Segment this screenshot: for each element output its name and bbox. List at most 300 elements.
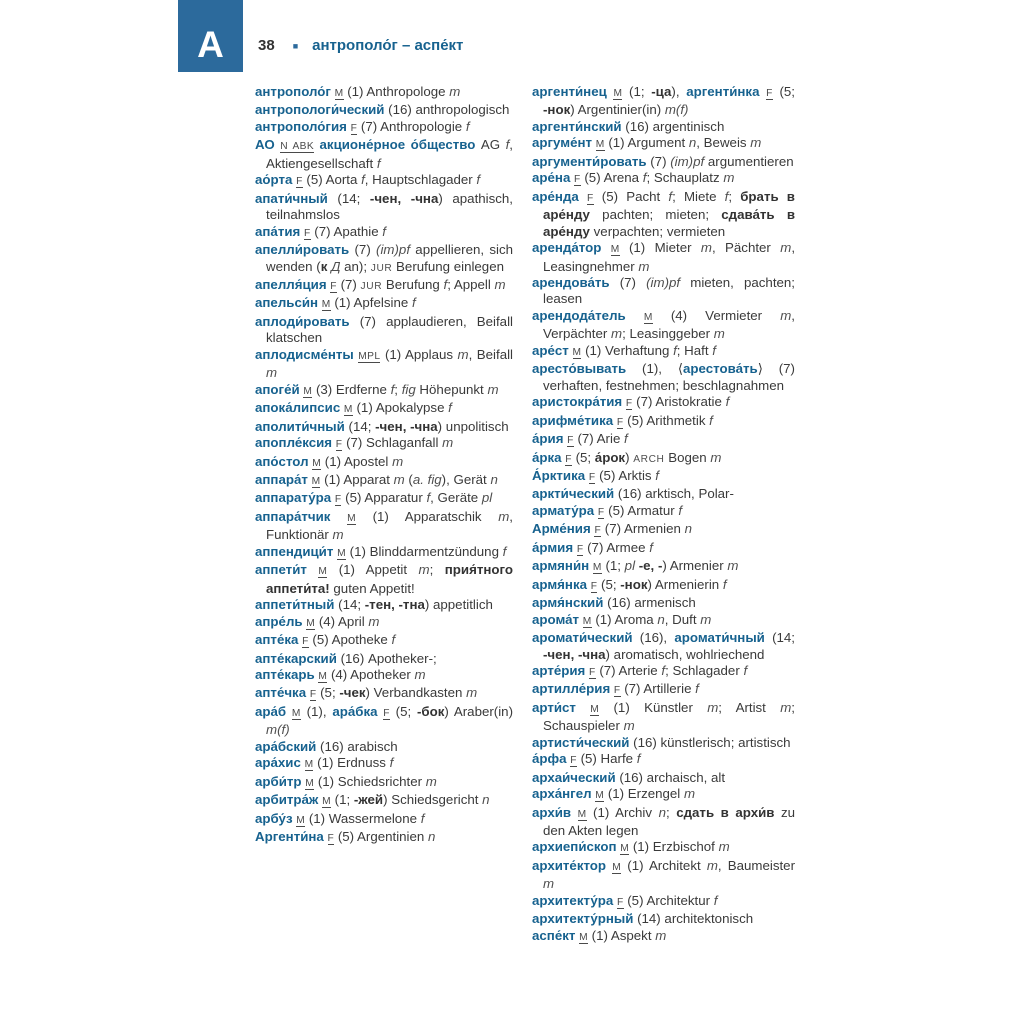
entry-text: , Aktiengesellschaft xyxy=(266,137,513,171)
entry-text: (7) Apathie xyxy=(310,223,383,239)
entry-text: M xyxy=(590,703,600,715)
dictionary-entry xyxy=(532,540,795,558)
dictionary-entry xyxy=(532,394,795,412)
entry-text: M xyxy=(595,790,605,802)
dictionary-entry xyxy=(532,170,795,188)
entry-headword: а́рия xyxy=(532,431,568,447)
entry-headword: аромати́чный xyxy=(674,630,773,646)
entry-text: M xyxy=(612,861,622,873)
entry-text: (14; xyxy=(337,190,370,206)
dictionary-entry xyxy=(255,119,513,137)
dictionary-entry xyxy=(255,435,513,453)
entry-text: ) Armenier xyxy=(662,558,728,574)
entry-headword: арби́тр xyxy=(255,773,306,789)
entry-text: m xyxy=(707,699,719,715)
dictionary-entry xyxy=(532,135,795,153)
entry-text: , Duft xyxy=(664,611,701,627)
entry-text: (1) Apparatschik xyxy=(355,508,499,524)
entry-text: M xyxy=(304,759,314,771)
entry-text: M xyxy=(303,385,313,397)
entry-text: F xyxy=(616,896,624,908)
entry-text: (im)pf xyxy=(646,274,681,290)
entry-text: Höhepunkt xyxy=(415,381,488,397)
entry-text: , Pächter xyxy=(711,240,781,256)
dictionary-entry xyxy=(532,431,795,449)
entry-headword: аспе́кт xyxy=(532,927,580,943)
entry-text: verpachten; vermieten xyxy=(589,223,726,239)
dictionary-entry xyxy=(532,663,795,681)
entry-text: ), Gerät xyxy=(441,471,491,487)
entry-text: (5) Architektur xyxy=(623,892,714,908)
right-column xyxy=(532,84,795,946)
entry-text: n xyxy=(657,611,665,627)
entry-text: M xyxy=(595,139,605,151)
entry-text: (7) Schlaganfall xyxy=(342,435,443,451)
page-header xyxy=(258,37,463,54)
dictionary-entry xyxy=(255,811,513,829)
entry-text: M xyxy=(347,512,356,524)
entry-text: m xyxy=(780,307,792,323)
entry-text: ; Schauplatz xyxy=(646,170,724,186)
entry-text: F xyxy=(327,833,335,845)
entry-headword: архите́ктор xyxy=(532,857,613,873)
dictionary-entry xyxy=(532,119,795,135)
entry-text: (4) April xyxy=(315,613,369,629)
entry-text: JUR xyxy=(360,280,383,292)
entry-headword: арха́нгел xyxy=(532,786,596,802)
entry-text: (7) xyxy=(650,153,671,169)
entry-headword: апока́липсис xyxy=(255,400,344,416)
entry-text: m xyxy=(543,876,555,892)
entry-headword: артисти́ческий xyxy=(532,734,634,750)
entry-headword: ара́бский xyxy=(255,738,321,754)
entry-text: (5; xyxy=(597,576,621,592)
entry-headword: архитекту́ра xyxy=(532,892,617,908)
entry-text: f xyxy=(678,502,683,518)
entry-headword: армату́ра xyxy=(532,502,598,518)
entry-text: , Baumeister xyxy=(717,857,796,873)
dictionary-entry xyxy=(532,911,795,927)
dictionary-entry xyxy=(255,597,513,613)
entry-headword: архиепи́скоп xyxy=(532,839,621,855)
entry-text: (1; xyxy=(622,84,652,99)
entry-headword: аркти́ческий xyxy=(532,486,618,502)
entry-text: F xyxy=(567,435,574,447)
dictionary-entry xyxy=(255,632,513,650)
entry-text: (im)pf xyxy=(376,242,411,258)
dictionary-entry xyxy=(532,858,795,893)
entry-text: f xyxy=(636,751,641,767)
entry-text: , Beifall xyxy=(468,346,514,362)
dictionary-entry xyxy=(532,486,795,502)
entry-text: ; xyxy=(394,381,402,397)
dictionary-entry xyxy=(255,509,513,544)
entry-headword: аргенти́нец xyxy=(532,84,614,99)
guide-words: антрополо́г – аспе́кт xyxy=(312,37,464,54)
entry-text: m xyxy=(780,240,792,256)
entry-text: (1) Blinddarmentzündung xyxy=(345,543,503,559)
dictionary-entry xyxy=(255,419,513,435)
entry-text: m xyxy=(683,786,696,802)
entry-headword: аресто́вывать xyxy=(532,361,643,377)
entry-headword: ара́бка xyxy=(332,703,384,719)
entry-text: (5) Arena xyxy=(580,170,643,186)
entry-text: ) appetitlich xyxy=(424,597,493,613)
entry-text: (14; xyxy=(772,630,795,646)
entry-headword: арти́ст xyxy=(532,699,591,715)
entry-text: f xyxy=(476,172,481,188)
dictionary-entry xyxy=(255,829,513,847)
entry-text: m xyxy=(368,613,380,629)
entry-headword: ара́б xyxy=(255,703,292,719)
entry-headword: апре́ль xyxy=(255,613,307,629)
entry-text: f xyxy=(376,155,381,171)
entry-text: f xyxy=(389,755,394,771)
entry-text: (16) künstlerisch; artistisch xyxy=(633,734,791,750)
entry-headword: арома́т xyxy=(532,611,583,627)
entry-text: ) Argentinier(in) xyxy=(570,102,665,118)
entry-text: f xyxy=(709,412,713,428)
entry-text: m xyxy=(442,435,454,451)
entry-text: F xyxy=(616,416,624,428)
dictionary-entry xyxy=(532,275,795,308)
entry-text: f xyxy=(655,467,659,483)
entry-text: n xyxy=(688,135,697,151)
entry-text: mieten, pachten; leasen xyxy=(543,274,795,307)
entry-text: m xyxy=(494,276,506,292)
dictionary-entry xyxy=(255,490,513,508)
dictionary-entry xyxy=(255,172,513,190)
dictionary-entry xyxy=(532,189,795,240)
entry-headword: аплоди́ровать xyxy=(255,313,360,329)
dictionary-entry xyxy=(532,893,795,911)
dictionary-entry xyxy=(532,343,795,361)
entry-headword: апа́тия xyxy=(255,223,304,239)
entry-headword: аристокра́тия xyxy=(532,394,626,410)
entry-text: (1) Erdnuss xyxy=(313,755,390,771)
entry-text: ; Schauspieler xyxy=(543,699,795,734)
entry-text: ( xyxy=(404,471,413,487)
dictionary-entry xyxy=(532,751,795,769)
entry-text: f xyxy=(426,490,431,506)
entry-text: (5) Apotheke xyxy=(308,632,392,648)
dictionary-entry xyxy=(532,240,795,275)
dictionary-entry xyxy=(255,472,513,490)
entry-text: pl xyxy=(481,490,493,506)
dictionary-entry xyxy=(255,544,513,562)
entry-headword: архитекту́рный xyxy=(532,911,638,927)
entry-text: N ABK xyxy=(280,141,315,153)
entry-text: F xyxy=(625,398,633,410)
entry-headword: апте́ка xyxy=(255,632,303,648)
entry-text: f xyxy=(712,342,716,358)
entry-headword: аполити́чный xyxy=(255,418,349,434)
entry-text: M xyxy=(343,404,353,416)
entry-text: ) unpolitisch xyxy=(437,418,509,434)
entry-text: (14; xyxy=(348,418,376,434)
entry-text: M xyxy=(305,777,315,789)
dictionary-entry xyxy=(532,503,795,521)
entry-headword: аргуме́нт xyxy=(532,135,596,151)
entry-headword: Арме́ния xyxy=(532,521,595,537)
entry-headword: аппети́тный xyxy=(255,597,339,613)
entry-text: m xyxy=(700,240,712,256)
entry-text: (1) Appetit xyxy=(327,562,419,578)
entry-text: (16) Apotheker-; xyxy=(340,650,437,666)
entry-text: ; Leasinggeber xyxy=(622,326,714,342)
dictionary-entry xyxy=(532,595,795,611)
entry-text: Bogen xyxy=(664,449,711,465)
entry-text: an); xyxy=(340,258,371,274)
entry-text: F xyxy=(335,439,343,451)
entry-headword: аре́нда xyxy=(532,188,587,204)
entry-headword: армяни́н xyxy=(532,558,593,574)
entry-text: m xyxy=(393,471,405,487)
entry-text: (7) Arie xyxy=(573,431,625,447)
entry-text: F xyxy=(613,685,621,697)
dictionary-entry xyxy=(255,792,513,810)
left-column xyxy=(255,84,513,946)
entry-headword: аргументи́ровать xyxy=(532,153,651,169)
entry-text: ; Schlagader xyxy=(665,662,744,678)
entry-text: -чен, -чна xyxy=(375,418,438,434)
entry-text: (5) Arithmetik xyxy=(623,412,710,428)
entry-headword: аплодисме́нты xyxy=(255,346,359,362)
entry-headword: апати́чный xyxy=(255,190,338,206)
entry-text: ; Miete xyxy=(672,188,725,204)
entry-text: f xyxy=(391,632,396,648)
dictionary-entry xyxy=(255,562,513,597)
entry-text: f xyxy=(713,892,718,908)
entry-headword: апте́карский xyxy=(255,650,341,666)
entry-text: M xyxy=(572,346,582,358)
entry-text: argumentieren xyxy=(704,153,794,169)
entry-text: (1) Archiv xyxy=(586,804,659,820)
dictionary-entry xyxy=(255,277,513,295)
entry-text: -чен, -чна xyxy=(369,190,439,206)
entry-headword: аргенти́нский xyxy=(532,118,626,134)
entry-text: (1) Erzengel xyxy=(604,786,684,802)
entry-text: (7) Armee xyxy=(583,539,650,555)
alphabet-tab-letter: A xyxy=(197,24,224,65)
dictionary-entry xyxy=(255,704,513,739)
entry-text: M xyxy=(311,475,321,487)
entry-text: F xyxy=(594,525,602,537)
entry-text: F xyxy=(586,192,594,204)
dictionary-entry xyxy=(255,739,513,755)
dictionary-entry xyxy=(532,450,795,468)
entry-text: m xyxy=(466,685,478,701)
entry-text: а́рок xyxy=(594,449,626,465)
entry-headword: аппарату́ра xyxy=(255,490,335,506)
entry-text: M xyxy=(318,566,328,578)
entry-text: f xyxy=(390,381,395,397)
entry-text: (7) Anthropologie xyxy=(357,118,466,134)
entry-headword: а́рмия xyxy=(532,539,577,555)
entry-text: к xyxy=(320,258,328,274)
entry-headword: аргенти́нка xyxy=(686,84,767,99)
entry-text: (4) Vermieter xyxy=(652,307,781,323)
entry-text: ) aromatisch, wohlriechend xyxy=(605,646,765,662)
entry-text: F xyxy=(350,122,358,134)
entry-text: m xyxy=(611,326,623,342)
entry-text: -чен, -чна xyxy=(543,646,606,662)
entry-text: (7) applaudieren, Beifall klatschen xyxy=(266,313,513,346)
entry-text: (7) Artillerie xyxy=(620,681,696,697)
entry-text: F xyxy=(383,707,390,719)
entry-headword: А́рктика xyxy=(532,467,589,483)
entry-text: (1) Apfelsine xyxy=(330,295,412,311)
entry-text: m xyxy=(266,365,278,381)
dictionary-entry xyxy=(255,651,513,667)
entry-text: , Funktionär xyxy=(266,508,513,543)
entry-text: (1; xyxy=(330,792,354,808)
entry-text: (1) Apostel xyxy=(321,453,393,469)
entry-headword: антрополо́гия xyxy=(255,118,351,134)
entry-text: m(f) xyxy=(266,722,290,738)
dictionary-entry xyxy=(255,454,513,472)
entry-text: (1) Erzbischof xyxy=(629,839,719,855)
entry-headword: арифме́тика xyxy=(532,412,617,428)
entry-text: (16) arabisch xyxy=(320,738,398,754)
entry-text: (im)pf xyxy=(670,153,705,169)
entry-text: Д xyxy=(331,258,341,274)
dictionary-entry xyxy=(255,400,513,418)
dictionary-entry xyxy=(532,735,795,751)
entry-text: (16) armenisch xyxy=(607,595,696,611)
entry-text: Berufung xyxy=(382,276,444,292)
entry-text: m xyxy=(713,326,725,342)
entry-headword: арестова́ть xyxy=(683,361,758,377)
entry-headword: артилле́рия xyxy=(532,681,614,697)
dictionary-entry xyxy=(532,413,795,431)
entry-text: f xyxy=(411,295,416,311)
dictionary-entry xyxy=(255,774,513,792)
entry-text: Berufung einlegen xyxy=(392,258,504,274)
entry-text: (5; xyxy=(571,449,595,465)
entry-text: a. fig xyxy=(412,471,442,487)
entry-text: m xyxy=(449,84,461,99)
entry-text: ) Armenierin xyxy=(647,576,723,592)
entry-text: , Geräte xyxy=(430,490,482,506)
entry-text: ; xyxy=(665,804,677,820)
entry-text: pl xyxy=(624,558,636,574)
entry-text: F xyxy=(574,174,581,186)
entry-text: -бок xyxy=(416,703,445,719)
entry-text: (16) anthropologisch xyxy=(388,102,510,118)
entry-text: (5) Armatur xyxy=(604,502,679,518)
entry-text: (7) xyxy=(336,276,361,292)
entry-text: ARCH xyxy=(633,453,665,465)
dictionary-entry xyxy=(532,612,795,630)
entry-text: ; Artist xyxy=(718,699,781,715)
entry-headword: ара́хис xyxy=(255,755,305,771)
entry-text: M xyxy=(577,808,587,820)
entry-text: f xyxy=(673,342,677,358)
entry-text: (16), xyxy=(639,630,675,646)
dictionary-entry xyxy=(532,361,795,394)
entry-headword: архаи́ческий xyxy=(532,769,620,785)
entry-text: (4) Apotheker xyxy=(327,666,415,682)
entry-text: n xyxy=(658,804,666,820)
alphabet-tab xyxy=(178,0,243,72)
entry-text: f xyxy=(725,394,730,410)
entry-text: (1) Argument xyxy=(604,135,689,151)
entry-text: m xyxy=(392,453,404,469)
entry-headword: аппети́т xyxy=(255,562,319,578)
entry-text: (1) Apparat xyxy=(320,471,394,487)
entry-text: m xyxy=(498,508,510,524)
dictionary-entry xyxy=(255,102,513,118)
entry-headword: Аргенти́на xyxy=(255,829,328,845)
entry-text: AG xyxy=(475,137,506,153)
entry-text: M xyxy=(322,796,331,808)
entry-text: -жей xyxy=(353,792,384,808)
entry-text: -чек xyxy=(339,685,366,701)
entry-text: m(f) xyxy=(664,102,689,118)
entry-text: m xyxy=(750,135,762,151)
dictionary-entry xyxy=(532,154,795,170)
entry-text: ) Verbandkasten xyxy=(365,685,467,701)
entry-text: m xyxy=(638,258,650,274)
entry-text: n xyxy=(684,521,692,537)
entry-text: -нок xyxy=(543,102,571,118)
entry-headword: армя́нка xyxy=(532,576,591,592)
entry-headword: апте́чка xyxy=(255,685,310,701)
entry-text: f xyxy=(382,223,386,239)
entry-headword: аре́ст xyxy=(532,342,573,358)
dictionary-entry xyxy=(255,755,513,773)
entry-text: m xyxy=(414,666,426,682)
entry-text: ⟩ (7) verhaften, festnehmen; beschlagnahmen xyxy=(543,361,795,393)
entry-headword: акционе́рное о́бщество xyxy=(314,137,476,153)
entry-headword: апельси́н xyxy=(255,295,322,311)
entry-text: f xyxy=(649,539,653,555)
entry-text: F xyxy=(334,494,342,506)
entry-text: m xyxy=(623,718,635,734)
dictionary-entry xyxy=(532,558,795,576)
entry-headword: арте́рия xyxy=(532,662,589,678)
dictionary-entry xyxy=(532,681,795,699)
entry-text: ) Araber(in) xyxy=(444,703,513,719)
entry-text: n xyxy=(428,829,436,845)
entry-text: M xyxy=(306,617,316,629)
entry-text: (1; xyxy=(601,558,625,574)
entry-text: -тен, -тна xyxy=(364,597,425,613)
entry-text: m xyxy=(706,857,718,873)
entry-text: pachten; mieten; xyxy=(589,207,722,223)
entry-text: m xyxy=(425,773,437,789)
entry-text: ; Appell xyxy=(447,276,495,292)
entry-text: -ца xyxy=(651,84,672,99)
entry-text: (5) Argentinien xyxy=(334,829,428,845)
entry-text: F xyxy=(302,636,309,648)
entry-text: , Leasingnehmer xyxy=(543,240,796,274)
entry-headword: арбу́з xyxy=(255,810,297,826)
entry-text: ; Haft xyxy=(676,342,713,358)
entry-text: m xyxy=(723,170,735,186)
entry-text: JUR xyxy=(370,262,393,274)
entry-text: M xyxy=(613,88,623,99)
entry-text: ), xyxy=(671,84,687,99)
entry-text: (5) Apparatur xyxy=(341,490,427,506)
dictionary-entry xyxy=(532,786,795,804)
entry-text: n xyxy=(490,471,498,487)
entry-text: m xyxy=(710,449,722,465)
entry-text: f xyxy=(502,543,507,559)
entry-text: F xyxy=(590,580,598,592)
dictionary-entry xyxy=(255,685,513,703)
